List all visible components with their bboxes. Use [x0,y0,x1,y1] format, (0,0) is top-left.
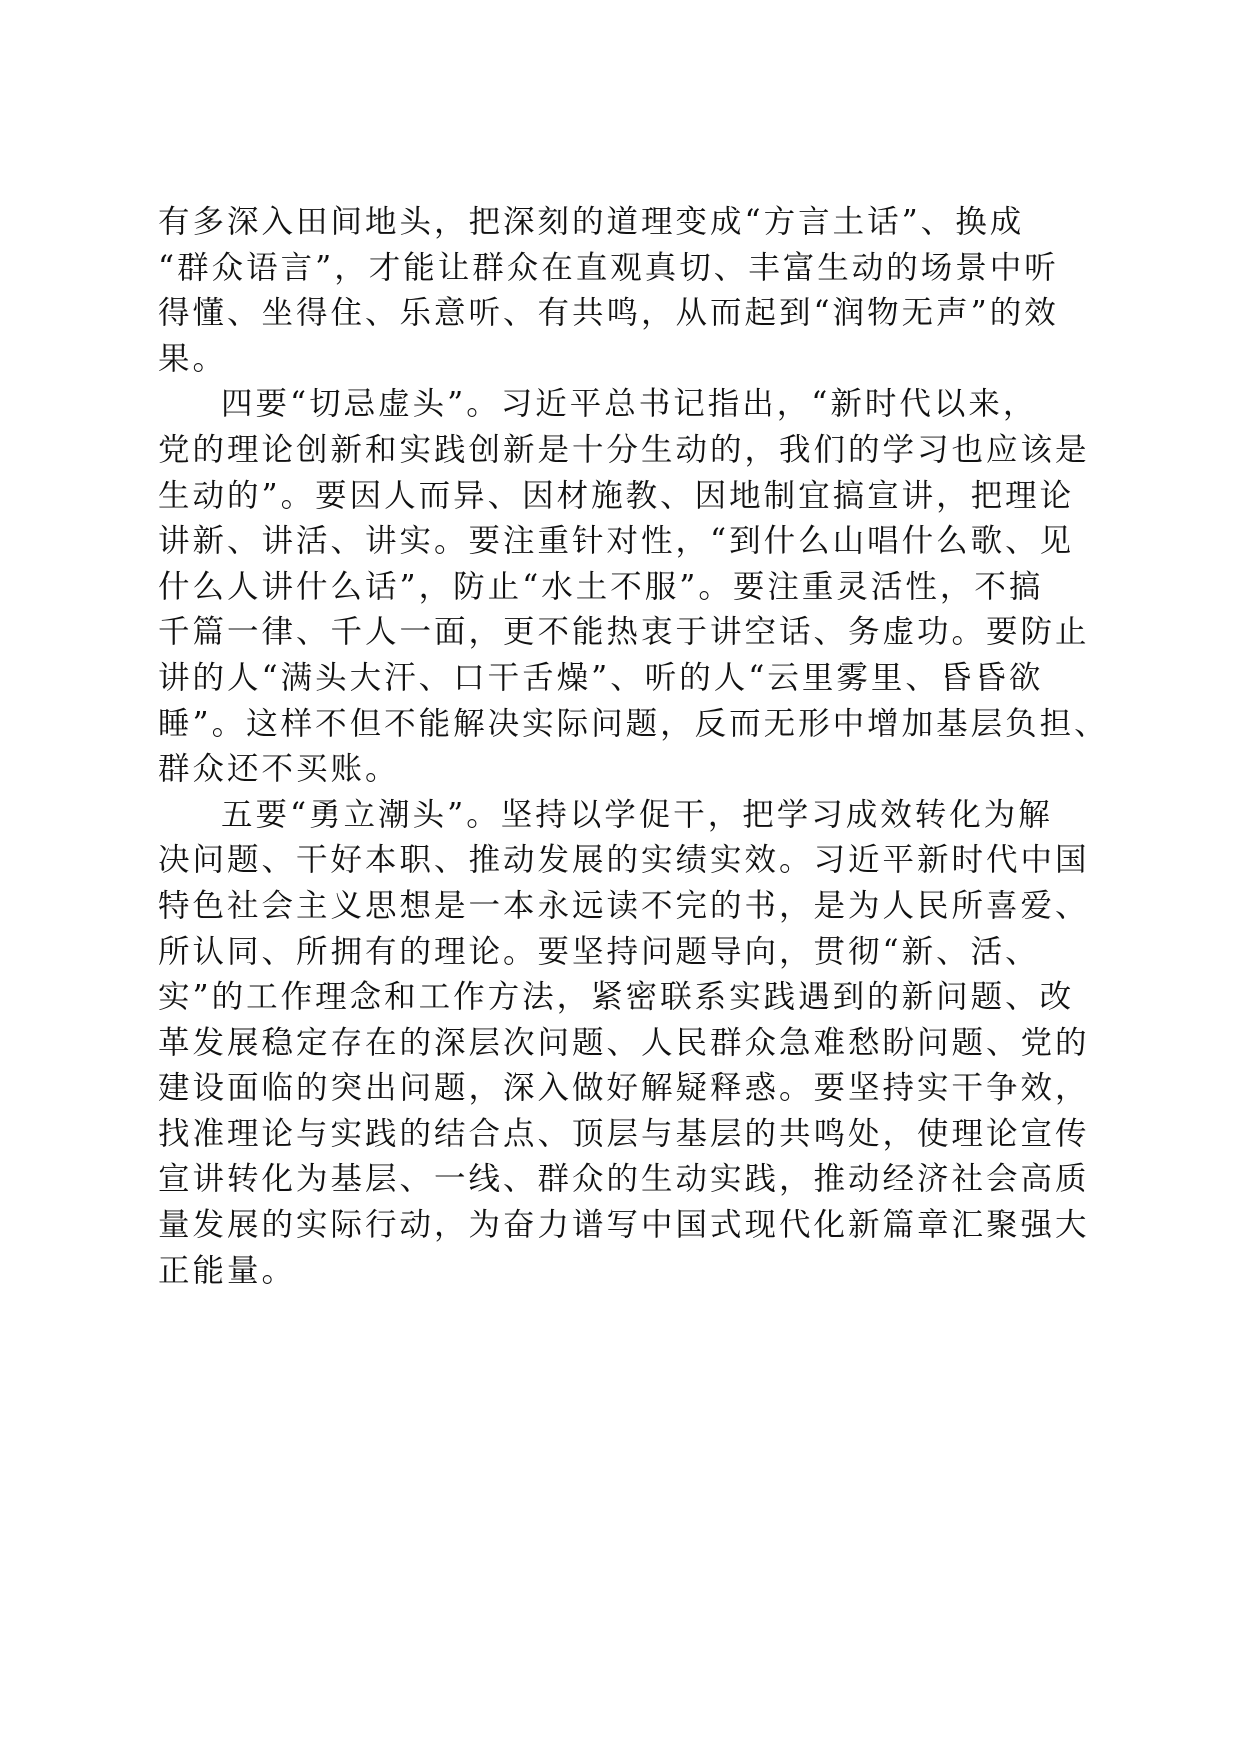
text-line: 得懂、坐得住、乐意听、有共鸣，从而起到“润物无声”的效 [158,295,1059,332]
text-line: “群众语言”，才能让群众在直观真切、丰富生动的场景中听 [158,249,1059,286]
paragraph-start-line: 五要“勇立潮头”。坚持以学促干，把学习成效转化为解 [221,796,1053,833]
text-line: 特色社会主义思想是一本永远读不完的书，是为人民所喜爱、 [158,887,1090,924]
text-line: 什么人讲什么话”，防止“水土不服”。要注重灵活性，不搞 [158,568,1044,605]
text-line: 讲的人“满头大汗、口干舌燥”、听的人“云里雾里、昏昏欲 [158,659,1044,696]
text-line: 有多深入田间地头，把深刻的道理变成“方言土话”、换成 [158,204,1025,240]
text-line: 讲新、讲活、讲实。要注重针对性，“到什么山唱什么歌、见 [158,523,1075,560]
text-line: 果。 [158,340,228,377]
text-line: 千篇一律、千人一面，更不能热衷于讲空话、务虚功。要防止 [158,614,1090,651]
text-line: 宣讲转化为基层、一线、群众的生动实践，推动经济社会高质 [158,1161,1090,1198]
text-line: 睡”。这样不但不能解决实际问题，反而无形中增加基层负担、 [158,705,1109,742]
text-line: 找准理论与实践的结合点、顶层与基层的共鸣处，使理论宣传 [158,1115,1090,1152]
text-line: 实”的工作理念和工作方法，紧密联系实践遇到的新问题、改 [158,979,1075,1016]
body-text [158,200,1109,1294]
text-line: 决问题、干好本职、推动发展的实绩实效。习近平新时代中国 [158,842,1090,879]
text-line: 建设面临的突出问题，深入做好解疑释惑。要坚持实干争效， [158,1070,1090,1107]
text-line: 量发展的实际行动，为奋力谱写中国式现代化新篇章汇聚强大 [158,1207,1090,1244]
text-line: 生动的”。要因人而异、因材施教、因地制宜搞宣讲，把理论 [158,477,1075,514]
text-line: 革发展稳定存在的深层次问题、人民群众急难愁盼问题、党的 [158,1024,1090,1061]
text-line: 党的理论创新和实践创新是十分生动的，我们的学习也应该是 [158,431,1090,468]
paragraph-start-line: 四要“切忌虚头”。习近平总书记指出，“新时代以来， [221,386,1038,423]
text-line: 正能量。 [158,1252,297,1289]
text-line: 所认同、所拥有的理论。要坚持问题导向，贯彻“新、活、 [158,933,1040,970]
text-line: 群众还不买账。 [158,751,400,788]
